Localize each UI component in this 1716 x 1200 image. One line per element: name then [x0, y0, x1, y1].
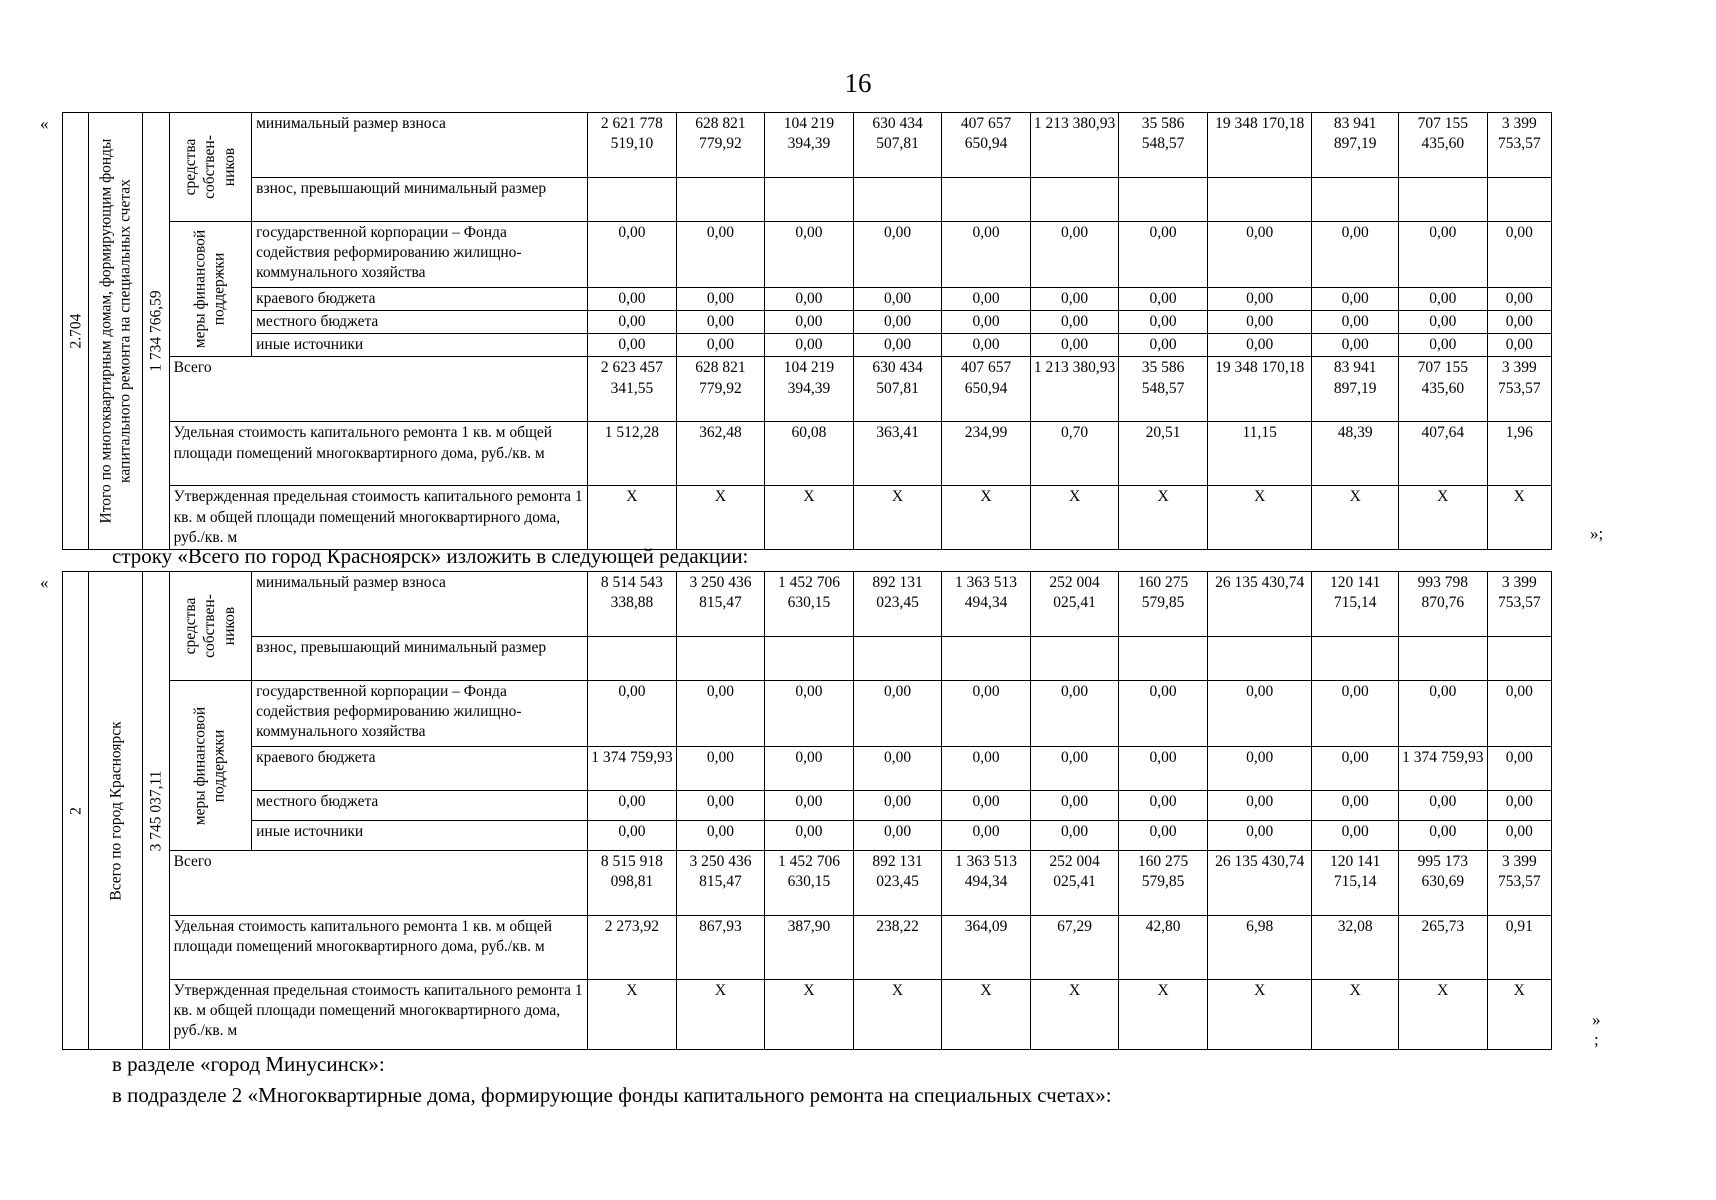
total-area: 1 734 766,59	[147, 290, 165, 372]
cell-value: 0,00	[1119, 222, 1208, 288]
row-name: Всего по город Красноярск	[107, 720, 125, 901]
cell-value: 0,00	[942, 288, 1031, 311]
cell-value: 0,00	[1487, 791, 1551, 821]
cell-value	[1030, 178, 1119, 222]
cell-value: 252 004 025,41	[1030, 572, 1119, 637]
cell-value: 892 131 023,45	[853, 851, 942, 916]
cell-value: Х	[1030, 980, 1119, 1050]
cell-value: 3 399 753,57	[1487, 113, 1551, 178]
cell-value: 0,00	[1207, 821, 1312, 851]
cell-value: 83 941 897,19	[1312, 357, 1399, 422]
cell-value: 0,00	[1207, 288, 1312, 311]
cell-value: 0,00	[676, 311, 765, 334]
cell-value: 265,73	[1399, 916, 1488, 980]
cell-value: 1 374 759,93	[1399, 747, 1488, 791]
cell-value: Х	[1312, 486, 1399, 550]
cell-value: 0,00	[1312, 791, 1399, 821]
cell-value: 1 213 380,93	[1030, 357, 1119, 422]
table2-body	[63, 572, 1552, 1050]
cell-value: Х	[853, 486, 942, 550]
cell-value: 1 374 759,93	[588, 747, 677, 791]
cell-value: Х	[942, 486, 1031, 550]
cell-value: 0,00	[676, 681, 765, 747]
cell-value: 0,00	[853, 681, 942, 747]
cell-value: 0,00	[765, 747, 854, 791]
cell-value: 0,00	[1487, 288, 1551, 311]
cell-value	[942, 178, 1031, 222]
cell-value	[1312, 178, 1399, 222]
cell-value: 0,00	[1119, 334, 1208, 357]
row-label: взнос, превышающий минимальный размер	[252, 637, 588, 681]
table-row	[63, 681, 1552, 747]
cell-value: 120 141 715,14	[1312, 851, 1399, 916]
cell-value: 628 821 779,92	[676, 113, 765, 178]
cell-value: 0,00	[1312, 821, 1399, 851]
cell-value: 407 657 650,94	[942, 357, 1031, 422]
cell-value: 0,00	[1487, 222, 1551, 288]
cell-value: 407 657 650,94	[942, 113, 1031, 178]
cell-value: 0,00	[588, 334, 677, 357]
row-number-cell	[63, 113, 89, 550]
table-row	[63, 422, 1552, 486]
cell-value: 628 821 779,92	[676, 357, 765, 422]
cell-value	[1207, 637, 1312, 681]
table-row	[63, 486, 1552, 550]
cell-value: 0,00	[676, 334, 765, 357]
cell-value: 3 399 753,57	[1487, 851, 1551, 916]
cell-value	[765, 637, 854, 681]
cell-value: Х	[676, 980, 765, 1050]
cell-value: 0,00	[942, 821, 1031, 851]
cell-value: 0,00	[853, 747, 942, 791]
row-label: местного бюджета	[252, 311, 588, 334]
cell-value: 1 363 513 494,34	[942, 572, 1031, 637]
cell-value: 0,00	[676, 747, 765, 791]
cell-value: 160 275 579,85	[1119, 851, 1208, 916]
cell-value: 2 623 457 341,55	[588, 357, 677, 422]
cell-value: 0,00	[1399, 681, 1488, 747]
cell-value: 0,00	[1207, 681, 1312, 747]
cell-value: 42,80	[1119, 916, 1208, 980]
cell-value: 387,90	[765, 916, 854, 980]
cell-value: Х	[1487, 486, 1551, 550]
cell-value: 0,00	[765, 791, 854, 821]
cell-value: Х	[1207, 486, 1312, 550]
cell-value: 995 173 630,69	[1399, 851, 1488, 916]
cell-value: 0,00	[1119, 821, 1208, 851]
cell-value: 0,00	[1030, 747, 1119, 791]
row-label: краевого бюджета	[252, 747, 588, 791]
row-label: Утвержденная предельная стоимость капитального ремонта 1 кв. м общей площади помещений многоквартирного дома, руб./кв. м	[169, 980, 588, 1050]
table-row	[63, 821, 1552, 851]
cell-value: 0,00	[942, 681, 1031, 747]
group-owners-label: средства собствен-ников	[182, 594, 239, 658]
group-support-cell	[169, 681, 251, 851]
cell-value: 0,00	[588, 311, 677, 334]
table-row	[63, 311, 1552, 334]
cell-value: 1 512,28	[588, 422, 677, 486]
cell-value: 0,00	[1207, 334, 1312, 357]
table-row	[63, 288, 1552, 311]
close-quote-1: »;	[1590, 524, 1604, 543]
cell-value: 0,00	[1030, 288, 1119, 311]
cell-value	[1119, 178, 1208, 222]
row-label: местного бюджета	[252, 791, 588, 821]
cell-value: 0,00	[942, 334, 1031, 357]
cell-value: 0,00	[1119, 311, 1208, 334]
cell-value: 0,00	[588, 821, 677, 851]
cell-value: 892 131 023,45	[853, 572, 942, 637]
cell-value: 0,00	[942, 747, 1031, 791]
cell-value: 0,00	[1399, 288, 1488, 311]
cell-value: 0,00	[1030, 791, 1119, 821]
table-row	[63, 222, 1552, 288]
cell-value: Х	[588, 486, 677, 550]
cell-value: 0,00	[588, 681, 677, 747]
cell-value: 0,00	[588, 222, 677, 288]
cell-value: Х	[1119, 486, 1208, 550]
cell-value: 1 363 513 494,34	[942, 851, 1031, 916]
cell-value	[853, 637, 942, 681]
cell-value: 0,00	[588, 791, 677, 821]
cell-value: 60,08	[765, 422, 854, 486]
cell-value: 364,09	[942, 916, 1031, 980]
cell-value	[1030, 637, 1119, 681]
cell-value: 104 219 394,39	[765, 357, 854, 422]
cell-value: 0,00	[853, 311, 942, 334]
cell-value: 362,48	[676, 422, 765, 486]
cell-value: Х	[1119, 980, 1208, 1050]
row-name-cell	[89, 113, 143, 550]
cell-value: 19 348 170,18	[1207, 357, 1312, 422]
cell-value	[853, 178, 942, 222]
cell-value: 0,00	[1312, 747, 1399, 791]
cell-value: 0,00	[1487, 747, 1551, 791]
cell-value: 0,00	[1119, 681, 1208, 747]
row-label: краевого бюджета	[252, 288, 588, 311]
cell-value	[1487, 637, 1551, 681]
cell-value: 630 434 507,81	[853, 357, 942, 422]
cell-value: 0,00	[676, 791, 765, 821]
cell-value	[676, 178, 765, 222]
row-number: 2	[66, 806, 84, 815]
cell-value: Х	[765, 980, 854, 1050]
cell-value: 0,00	[765, 821, 854, 851]
cell-value: 0,00	[1487, 334, 1551, 357]
cell-value: 2 273,92	[588, 916, 677, 980]
cell-value	[942, 637, 1031, 681]
cell-value: 35 586 548,57	[1119, 113, 1208, 178]
cell-value: 26 135 430,74	[1207, 572, 1312, 637]
area-cell	[143, 572, 169, 1050]
cell-value	[1487, 178, 1551, 222]
cell-value: Х	[942, 980, 1031, 1050]
summary-table-krasnoyarsk	[62, 571, 1552, 1050]
cell-value: 0,70	[1030, 422, 1119, 486]
cell-value: 0,00	[1030, 821, 1119, 851]
cell-value	[676, 637, 765, 681]
row-label: государственной корпорации – Фонда содействия реформированию жилищно-коммунального хозяйства	[252, 681, 588, 747]
row-label: минимальный размер взноса	[252, 572, 588, 637]
open-quote-2: «	[40, 573, 49, 592]
cell-value: 707 155 435,60	[1399, 357, 1488, 422]
cell-value: 363,41	[853, 422, 942, 486]
cell-value: 1 452 706 630,15	[765, 851, 854, 916]
cell-value	[765, 178, 854, 222]
section-text-minusinsk: в разделе «город Минусинск»:	[112, 1052, 385, 1076]
table-row	[63, 916, 1552, 980]
cell-value: 0,00	[1399, 222, 1488, 288]
cell-value: 0,00	[1399, 821, 1488, 851]
row-label: иные источники	[252, 334, 588, 357]
cell-value: 1,96	[1487, 422, 1551, 486]
group-owners-cell	[169, 572, 251, 681]
cell-value: 234,99	[942, 422, 1031, 486]
group-owners-cell	[169, 113, 251, 222]
cell-value: 0,00	[853, 334, 942, 357]
cell-value: Х	[1312, 980, 1399, 1050]
row-label: Всего	[169, 851, 588, 916]
cell-value: 0,00	[588, 288, 677, 311]
cell-value: Х	[853, 980, 942, 1050]
table-row	[63, 572, 1552, 637]
cell-value: 3 250 436 815,47	[676, 851, 765, 916]
row-label: взнос, превышающий минимальный размер	[252, 178, 588, 222]
cell-value: Х	[588, 980, 677, 1050]
cell-value: 707 155 435,60	[1399, 113, 1488, 178]
cell-value: Х	[1487, 980, 1551, 1050]
cell-value: 8 514 543 338,88	[588, 572, 677, 637]
table-row	[63, 637, 1552, 681]
cell-value: 3 399 753,57	[1487, 572, 1551, 637]
close-semicolon-2: ;	[1594, 1030, 1599, 1049]
cell-value: 104 219 394,39	[765, 113, 854, 178]
cell-value: 407,64	[1399, 422, 1488, 486]
cell-value: 0,00	[1119, 791, 1208, 821]
row-number-cell	[63, 572, 89, 1050]
cell-value: 0,00	[1030, 311, 1119, 334]
table1-body	[63, 113, 1552, 550]
cell-value: 32,08	[1312, 916, 1399, 980]
cell-value: 0,00	[853, 821, 942, 851]
table-row	[63, 747, 1552, 791]
cell-value: 0,00	[1487, 681, 1551, 747]
cell-value: 83 941 897,19	[1312, 113, 1399, 178]
cell-value: 0,00	[853, 288, 942, 311]
table-row	[63, 851, 1552, 916]
cell-value: 0,00	[765, 311, 854, 334]
row-label: Удельная стоимость капитального ремонта 1 кв. м общей площади помещений многоквартирного дома, руб./кв. м	[169, 422, 588, 486]
cell-value: 0,00	[765, 334, 854, 357]
cell-value: Х	[1030, 486, 1119, 550]
area-cell	[143, 113, 169, 550]
cell-value: 48,39	[1312, 422, 1399, 486]
cell-value: 0,00	[1119, 747, 1208, 791]
cell-value: 0,00	[1119, 288, 1208, 311]
cell-value: 0,91	[1487, 916, 1551, 980]
open-quote-1: «	[40, 114, 49, 133]
cell-value: 0,00	[853, 222, 942, 288]
group-support-label: меры финансовой поддержки	[192, 706, 229, 825]
cell-value: 0,00	[1030, 334, 1119, 357]
close-quote-2: »	[1592, 1010, 1601, 1029]
cell-value: 20,51	[1119, 422, 1208, 486]
cell-value	[1312, 637, 1399, 681]
cell-value: 67,29	[1030, 916, 1119, 980]
cell-value: 0,00	[942, 222, 1031, 288]
cell-value: 0,00	[765, 222, 854, 288]
table-row	[63, 980, 1552, 1050]
cell-value: Х	[765, 486, 854, 550]
row-name: Итого по многоквартирным домам, формирующим фонды капитального ремонта на специальных счетах	[97, 138, 134, 524]
row-label: Утвержденная предельная стоимость капитального ремонта 1 кв. м общей площади помещений многоквартирного дома, руб./кв. м	[169, 486, 588, 550]
cell-value: 26 135 430,74	[1207, 851, 1312, 916]
row-label: Удельная стоимость капитального ремонта 1 кв. м общей площади помещений многоквартирного дома, руб./кв. м	[169, 916, 588, 980]
cell-value: 1 452 706 630,15	[765, 572, 854, 637]
cell-value: 2 621 778 519,10	[588, 113, 677, 178]
cell-value: 0,00	[1030, 681, 1119, 747]
cell-value: 0,00	[765, 681, 854, 747]
cell-value	[588, 178, 677, 222]
cell-value: 8 515 918 098,81	[588, 851, 677, 916]
total-area: 3 745 037,11	[147, 770, 165, 851]
group-support-label: меры финансовой поддержки	[192, 229, 229, 349]
row-label: минимальный размер взноса	[252, 113, 588, 178]
cell-value	[1399, 178, 1488, 222]
page-number: 16	[844, 68, 872, 98]
cell-value: 0,00	[1207, 311, 1312, 334]
cell-value: 0,00	[676, 288, 765, 311]
cell-value	[1119, 637, 1208, 681]
cell-value: 0,00	[765, 288, 854, 311]
cell-value: 0,00	[1312, 311, 1399, 334]
cell-value	[1207, 178, 1312, 222]
cell-value: 0,00	[1312, 681, 1399, 747]
cell-value: 35 586 548,57	[1119, 357, 1208, 422]
table-row	[63, 791, 1552, 821]
cell-value: 0,00	[1312, 222, 1399, 288]
cell-value	[1399, 637, 1488, 681]
table-row	[63, 334, 1552, 357]
cell-value: 160 275 579,85	[1119, 572, 1208, 637]
cell-value: Х	[1399, 486, 1488, 550]
cell-value: 0,00	[942, 311, 1031, 334]
cell-value: 0,00	[1487, 821, 1551, 851]
cell-value: 0,00	[1207, 747, 1312, 791]
cell-value: 0,00	[1312, 334, 1399, 357]
cell-value: 252 004 025,41	[1030, 851, 1119, 916]
cell-value: 0,00	[853, 791, 942, 821]
cell-value: 0,00	[1207, 791, 1312, 821]
cell-value: 993 798 870,76	[1399, 572, 1488, 637]
table-row	[63, 357, 1552, 422]
group-support-cell	[169, 222, 251, 357]
cell-value: 1 213 380,93	[1030, 113, 1119, 178]
cell-value: 867,93	[676, 916, 765, 980]
cell-value: 0,00	[1030, 222, 1119, 288]
cell-value: Х	[1207, 980, 1312, 1050]
cell-value: Х	[1399, 980, 1488, 1050]
cell-value: 11,15	[1207, 422, 1312, 486]
cell-value: 0,00	[1399, 311, 1488, 334]
cell-value: 0,00	[1399, 791, 1488, 821]
group-owners-label: средства собствен-ников	[182, 135, 239, 199]
row-label: государственной корпорации – Фонда содействия реформированию жилищно-коммунального хозяйства	[252, 222, 588, 288]
row-label: иные источники	[252, 821, 588, 851]
row-name-cell	[89, 572, 143, 1050]
cell-value: 238,22	[853, 916, 942, 980]
cell-value	[588, 637, 677, 681]
cell-value: 0,00	[676, 821, 765, 851]
cell-value: 0,00	[1312, 288, 1399, 311]
cell-value: 0,00	[1487, 311, 1551, 334]
cell-value: 0,00	[1399, 334, 1488, 357]
cell-value: Х	[676, 486, 765, 550]
cell-value: 120 141 715,14	[1312, 572, 1399, 637]
cell-value: 6,98	[1207, 916, 1312, 980]
subsection-text: в подразделе 2 «Многоквартирные дома, формирующие фонды капитального ремонта на специальных счетах»:	[112, 1083, 1112, 1107]
row-number: 2.704	[66, 313, 84, 349]
cell-value: 19 348 170,18	[1207, 113, 1312, 178]
row-label: Всего	[169, 357, 588, 422]
cell-value: 0,00	[676, 222, 765, 288]
cell-value: 3 399 753,57	[1487, 357, 1551, 422]
cell-value: 630 434 507,81	[853, 113, 942, 178]
amendment-heading: строку «Всего по город Красноярск» изложить в следующей редакции:	[112, 544, 749, 568]
table-row	[63, 178, 1552, 222]
cell-value: 0,00	[942, 791, 1031, 821]
summary-table-special-accounts	[62, 112, 1552, 550]
table-row	[63, 113, 1552, 178]
cell-value: 0,00	[1207, 222, 1312, 288]
cell-value: 3 250 436 815,47	[676, 572, 765, 637]
